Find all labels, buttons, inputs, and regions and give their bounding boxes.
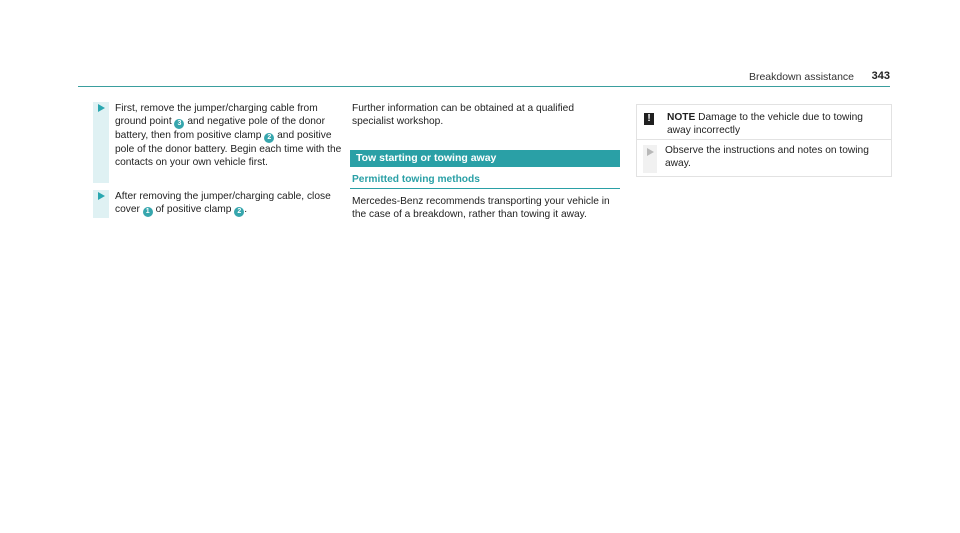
page-header-title: Breakdown assistance <box>748 71 854 83</box>
instruction-step-1 <box>93 102 343 183</box>
callout-number-2: 2 <box>234 207 244 217</box>
warning-icon: ! <box>644 113 654 125</box>
play-arrow-icon <box>98 104 105 112</box>
instruction-text: After removing the jumper/charging cable, close cover 1 of positive clamp 2 . <box>115 191 331 216</box>
section-heading-bar <box>350 150 620 167</box>
instruction-step-2 <box>93 190 343 218</box>
callout-number-2: 2 <box>264 133 274 143</box>
instruction-bar <box>93 102 109 183</box>
page-number: 343 <box>871 70 890 82</box>
subsection-title: Permitted towing methods <box>352 174 480 185</box>
subsection-rule <box>350 188 620 189</box>
note-text: NOTE Damage to the vehicle due to towing away incorrectly <box>667 112 863 137</box>
play-arrow-icon <box>98 192 105 200</box>
note-box <box>636 104 892 177</box>
body-paragraph: Mercedes-Benz recommends transporting your vehicle in the case of a breakdown, rather than towing it away. <box>352 196 610 221</box>
section-title: Tow starting or towing away <box>356 152 497 164</box>
callout-number-1: 1 <box>143 207 153 217</box>
callout-number-3: 3 <box>174 119 184 129</box>
instruction-text: First, remove the jumper/charging cable from ground point 3 and negative pole of the donor battery, then from positive clamp 2 and positive pole of the donor battery. Begin each time with the contacts on your own vehicle first. <box>115 103 342 169</box>
header-rule <box>78 86 890 87</box>
note-divider <box>637 139 891 140</box>
note-label: NOTE <box>667 112 696 123</box>
note-instruction-text: Observe the instructions and notes on towing away. <box>665 145 869 170</box>
play-arrow-icon <box>647 148 654 156</box>
intro-paragraph: Further information can be obtained at a qualified specialist workshop. <box>352 103 575 128</box>
